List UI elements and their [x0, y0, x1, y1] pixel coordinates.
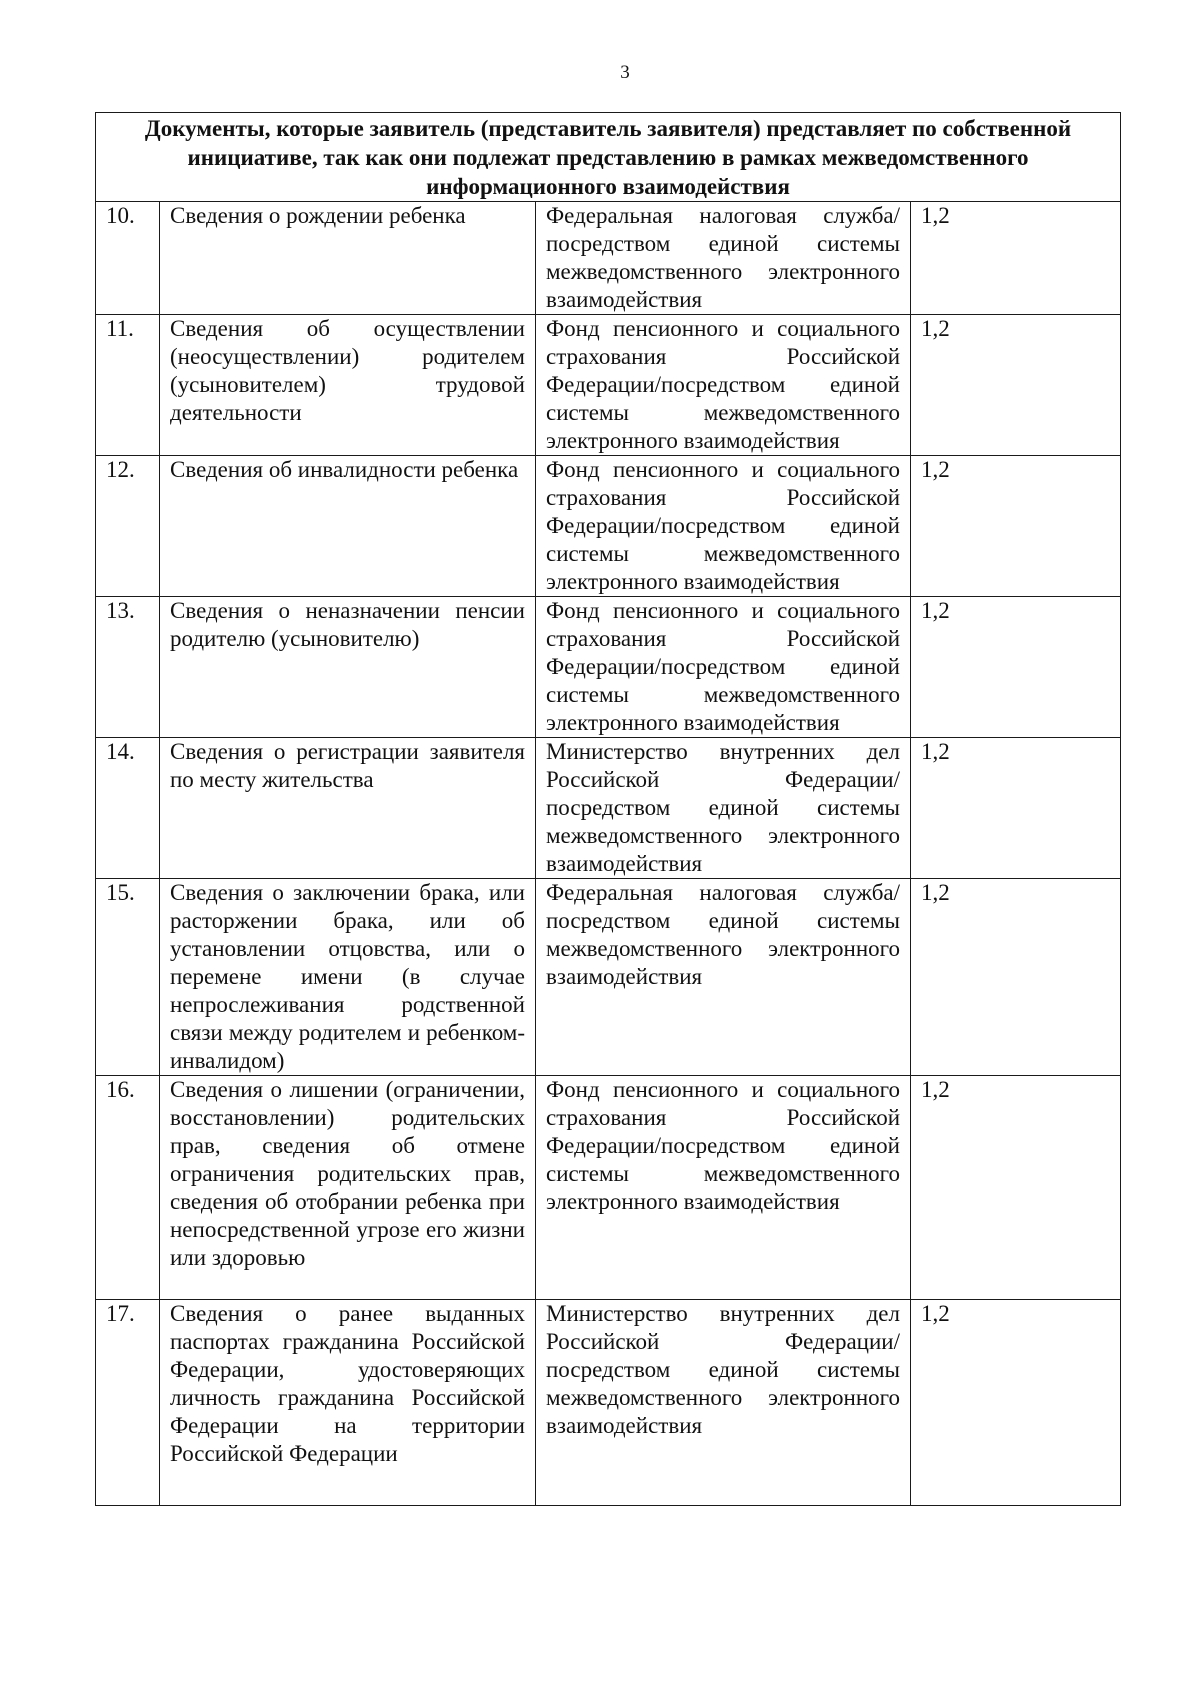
document-info: Сведения о лишении (ограничении, восстановлении) родительских прав, сведения об отмене ограничения родительских прав, сведения об отобрании ребенка при непосредственной угрозе его жизни или здоровью [160, 1076, 536, 1300]
table-header: Документы, которые заявитель (представитель заявителя) представляет по собственной инициативе, так как они подлежат представлению в рамках межведомственного информационного взаимодействия [96, 113, 1121, 202]
legal-reference: 1,2 [911, 879, 1121, 1076]
table-row [96, 879, 1121, 1076]
legal-reference: 1,2 [911, 597, 1121, 738]
document-source: Фонд пенсионного и социального страхования Российской Федерации/посредством единой системы межведомственного электронного взаимодействия [536, 1076, 911, 1300]
row-number: 14. [96, 738, 160, 879]
document-info: Сведения о ранее выданных паспортах гражданина Российской Федерации, удостоверяющих личность гражданина Российской Федерации на территории Российской Федерации [160, 1300, 536, 1506]
table-header-row [96, 113, 1121, 202]
row-number: 13. [96, 597, 160, 738]
table-row [96, 1076, 1121, 1300]
legal-reference: 1,2 [911, 315, 1121, 456]
table-row [96, 456, 1121, 597]
document-info: Сведения об осуществлении (неосуществлении) родителем (усыновителем) трудовой деятельности [160, 315, 536, 456]
document-source: Фонд пенсионного и социального страхования Российской Федерации/посредством единой системы межведомственного электронного взаимодействия [536, 315, 911, 456]
document-info: Сведения о неназначении пенсии родителю (усыновителю) [160, 597, 536, 738]
table-row [96, 738, 1121, 879]
row-number: 11. [96, 315, 160, 456]
document-info: Сведения о рождении ребенка [160, 202, 536, 315]
document-source: Фонд пенсионного и социального страхования Российской Федерации/посредством единой системы межведомственного электронного взаимодействия [536, 456, 911, 597]
row-number: 12. [96, 456, 160, 597]
document-source: Министерство внутренних дел Российской Федерации/ посредством единой системы межведомственного электронного взаимодействия [536, 1300, 911, 1506]
row-number: 15. [96, 879, 160, 1076]
documents-table [95, 112, 1121, 1506]
table-row [96, 202, 1121, 315]
legal-reference: 1,2 [911, 456, 1121, 597]
document-info: Сведения об инвалидности ребенка [160, 456, 536, 597]
document-source: Министерство внутренних дел Российской Федерации/посредством единой системы межведомственного электронного взаимодействия [536, 738, 911, 879]
table-row [96, 597, 1121, 738]
legal-reference: 1,2 [911, 738, 1121, 879]
row-number: 10. [96, 202, 160, 315]
page-number: 3 [620, 62, 630, 83]
document-source: Фонд пенсионного и социального страхования Российской Федерации/посредством единой системы межведомственного электронного взаимодействия [536, 597, 911, 738]
row-number: 16. [96, 1076, 160, 1300]
table-row [96, 1300, 1121, 1506]
table-row [96, 315, 1121, 456]
legal-reference: 1,2 [911, 202, 1121, 315]
document-info: Сведения о заключении брака, или расторжении брака, или об установлении отцовства, или о перемене имени (в случае непрослеживания родственной связи между родителем и ребенком-инвалидом) [160, 879, 536, 1076]
document-info: Сведения о регистрации заявителя по месту жительства [160, 738, 536, 879]
document-source: Федеральная налоговая служба/посредством единой системы межведомственного электронного взаимодействия [536, 202, 911, 315]
row-number: 17. [96, 1300, 160, 1506]
legal-reference: 1,2 [911, 1300, 1121, 1506]
document-source: Федеральная налоговая служба/посредством единой системы межведомственного электронного взаимодействия [536, 879, 911, 1076]
legal-reference: 1,2 [911, 1076, 1121, 1300]
